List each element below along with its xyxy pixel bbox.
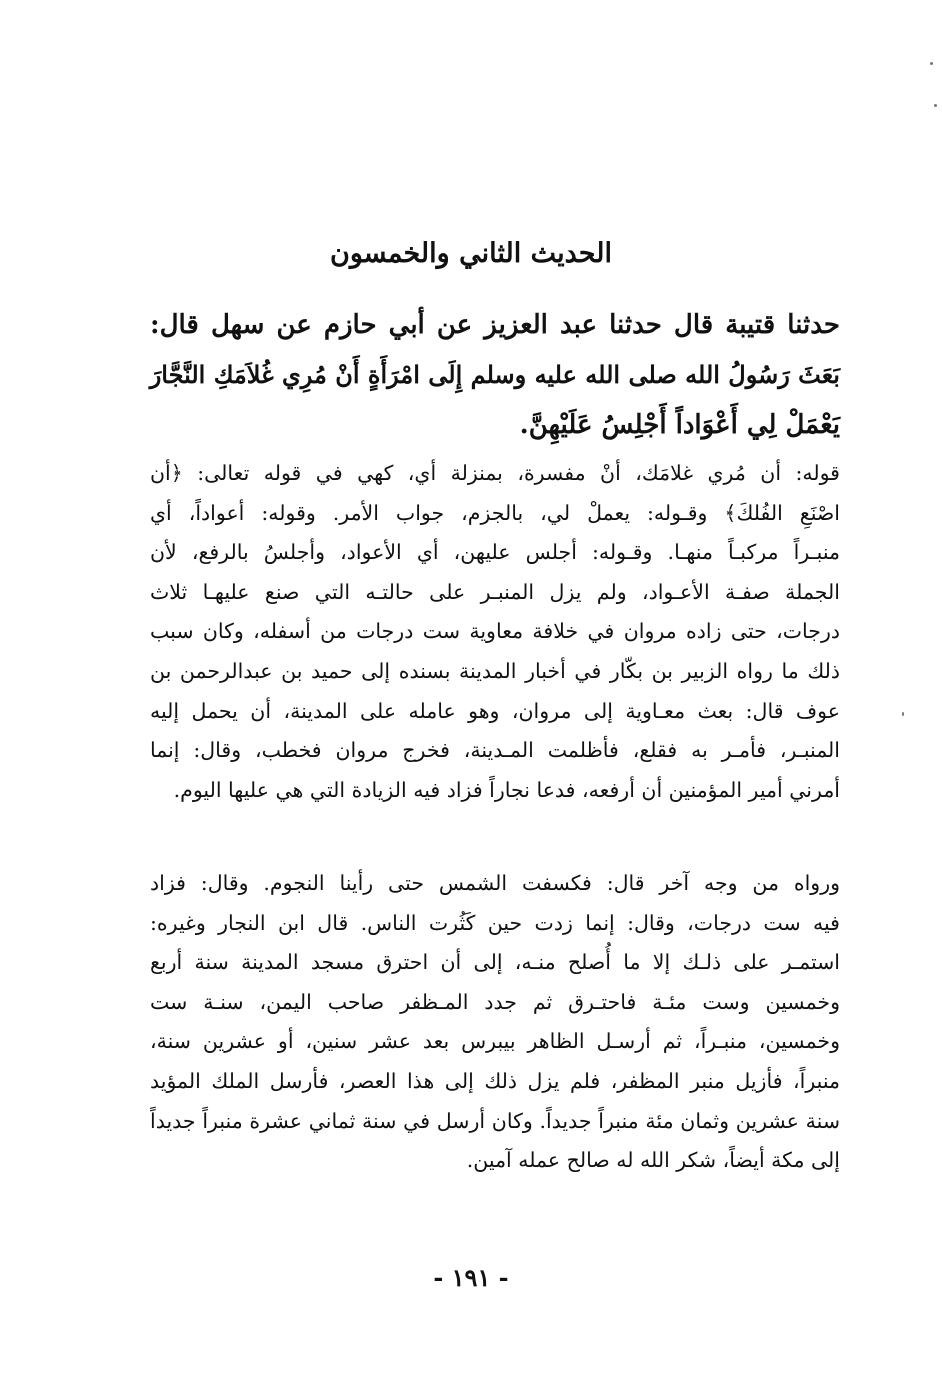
- scan-speck: [930, 62, 933, 65]
- scan-speck: [934, 104, 937, 107]
- text-line: ذلك ما رواه الزبير بن بكّار في أخبار المدينة بسنده إلى حميد بن عبدالرحمن بن: [150, 658, 840, 683]
- text-line: استمـر على ذلـك إلا ما أُصلح منـه، إلى أن احترق مسجد المدينة سنة أربع: [150, 950, 840, 975]
- text-line: قوله: أن مُري غلامَك، أنْ مفسرة، بمنزلة أي، كهي في قوله تعالى: ﴿أن: [150, 461, 840, 485]
- hadith-line: حدثنا قتيبة قال حدثنا عبد العزيز عن أبي حازم عن سهل قال:: [150, 310, 840, 340]
- text-line: وخمسين، منبـراً، ثم أرسـل الظاهر بيبرس بعد عشر سنين، أو عشرين سنة،: [150, 1029, 840, 1054]
- text-line: أمرني أمير المؤمنين أن أرفعه، فدعا نجاراً فزاد فيه الزيادة التي هي عليها اليوم.: [173, 777, 840, 802]
- text-line: اصْنَعِ الفُلكَ﴾ وقـوله: يعملْ لي، بالجزم، جواب الأمر. وقوله: أعواداً، أي: [150, 500, 840, 525]
- scan-speck: [902, 712, 904, 716]
- text-line: سنة عشرين وثمان مئة منبراً جديداً. وكان أرسل في سنة ثماني عشرة منبراً جديداً: [150, 1108, 840, 1133]
- text-line: إلى مكة أيضاً، شكر الله له صالح عمله آمين.: [466, 1148, 840, 1173]
- commentary-paragraph: [150, 454, 840, 810]
- text-line: منبـراً مركبـاً منهـا. وقـوله: أجلس عليهن، أي الأعواد، وأجلسُ بالرفع، لأن: [150, 540, 840, 565]
- commentary-paragraph: [150, 864, 840, 1181]
- hadith-line: يَعْمَلْ لِي أَعْوَاداً أَجْلِسُ عَلَيْهِنَّ.: [519, 410, 840, 440]
- text-line: عوف قال: بعث معـاوية إلى مروان، وهو عامله على المدينة، أن يحمل إليه: [150, 698, 840, 723]
- text-line: فيه ست درجات، وقال: إنما زدت حين كَثُرت الناس. قال ابن النجار وغيره:: [150, 910, 840, 935]
- text-line: وخمسين وست مئـة فاحتـرق ثم جدد المـظفر صاحب اليمن، سنـة ست: [150, 989, 840, 1014]
- hadith-line: بَعَثَ رَسُولُ الله صلى الله عليه وسلم إِلَى امْرَأَةٍ أَنْ مُرِي غُلاَمَكِ النَّجَّارَ: [149, 360, 840, 389]
- text-line: الجملة صفـة الأعـواد، ولم يزل المنبـر على حالتـه التي صنع عليهـا ثلاث: [150, 579, 840, 604]
- hadith-text: [150, 300, 840, 450]
- hadith-title: الحديث الثاني والخمسون: [330, 238, 612, 269]
- text-line: منبراً، فأزيل منبر المظفر، فلم يزل ذلك إلى هذا العصر، فأرسل الملك المؤيد: [150, 1068, 840, 1093]
- page-number: - ١٩١ -: [433, 1263, 509, 1292]
- text-line: ورواه من وجه آخر قال: فكسفت الشمس حتى رأينا النجوم. وقال: فزاد: [150, 871, 840, 895]
- text-line: درجات، حتى زاده مروان في خلافة معاوية ست درجات من أسفله، وكان سبب: [150, 619, 840, 644]
- text-line: المنبـر، فأمـر به فقلع، فأظلمت المـدينة، فخرج مروان فخطب، وقال: إنما: [150, 738, 840, 763]
